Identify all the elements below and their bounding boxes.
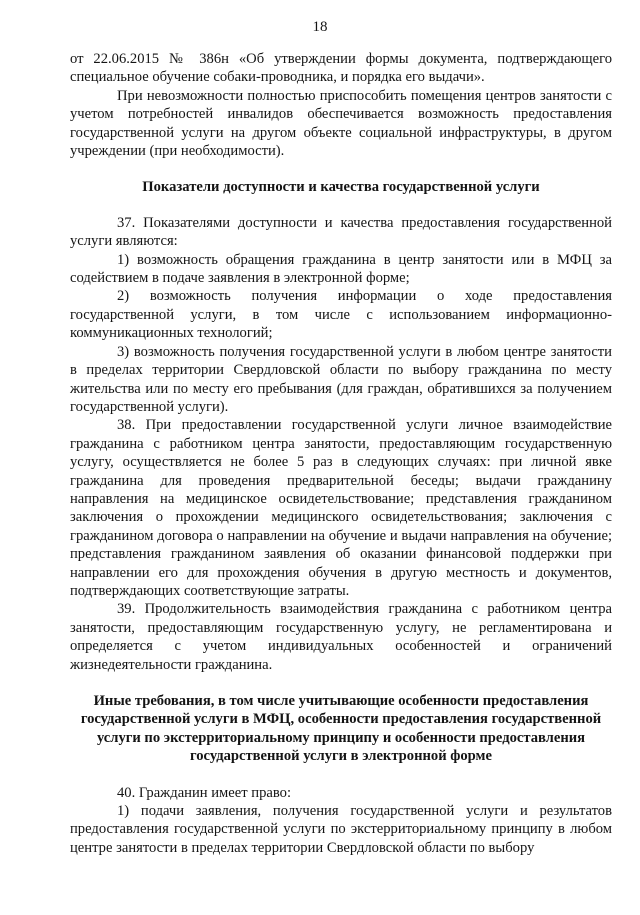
document-body: [70, 50, 612, 857]
page-number: 18: [312, 19, 328, 35]
paragraph-40-item-1: 1) подачи заявления, получения государственной услуги и результатов предоставления государственной услуги по экстерриториальному принципу в любом центре занятости в пределах территории Свердловской области по выбору: [70, 803, 612, 856]
paragraph-37-item-3: 3) возможность получения государственной услуги в любом центре занятости в пределах территории Свердловской области по выбору гражданина по месту жительства или по месту его пребывания (для граждан, обратившихся за получением государственной услуги).: [70, 343, 612, 415]
section-heading-other-requirements: Иные требования, в том числе учитывающие особенности предоставления государственной услуги в МФЦ, особенности предоставления государственной услуги по экстерриториальному принципу и особенности предоставления государственной услуги в электронной форме: [80, 693, 602, 765]
paragraph-40: 40. Гражданин имеет право:: [117, 784, 291, 801]
paragraph-accessibility-note: При невозможности полностью приспособить помещения центров занятости с учетом потребностей инвалидов обеспечивается возможность предоставления государственной услуги на другом объекте социальной инфраструктуры, в другом учреждении (при необходимости).: [70, 87, 612, 160]
paragraph-38: 38. При предоставлении государственной услуги личное взаимодействие гражданина с работником центра занятости, предоставляющим государственную услугу, осуществляется не более 5 раз в следующих случаях: при личной явке гражданина для проведения предварительной беседы; выдачи гражданину направления на медицинское освидетельствование; представления гражданином заключения о прохождении медицинского освидетельствования; заключения с гражданином договора о направлении на обучение и выдачи направления на обучение; представления гражданином заявления об оказании финансовой поддержки при направлении его для прохождения обучения в другую местность и документов, подтверждающих соответствующие затраты.: [70, 417, 612, 599]
paragraph-continuation: от 22.06.2015 № 386н «Об утверждении формы документа, подтверждающего специальное обучение собаки-проводника, и порядка его выдачи».: [70, 51, 612, 86]
paragraph-39: 39. Продолжительность взаимодействия гражданина с работником центра занятости, предоставляющим государственную услугу, не регламентирована и определяется с учетом индивидуальных особенностей и ограничений жизнедеятельности гражданина.: [70, 601, 612, 673]
paragraph-37-item-1: 1) возможность обращения гражданина в центр занятости или в МФЦ за содействием в подаче заявления в электронной форме;: [70, 251, 612, 287]
section-heading-accessibility-quality: Показатели доступности и качества государственной услуги: [142, 179, 540, 196]
paragraph-37-item-2: 2) возможность получения информации о ходе предоставления государственной услуги, в том числе с использованием информационно-коммуникационных технологий;: [70, 288, 612, 342]
paragraph-37: 37. Показателями доступности и качества предоставления государственной услуги являются:: [70, 214, 612, 250]
